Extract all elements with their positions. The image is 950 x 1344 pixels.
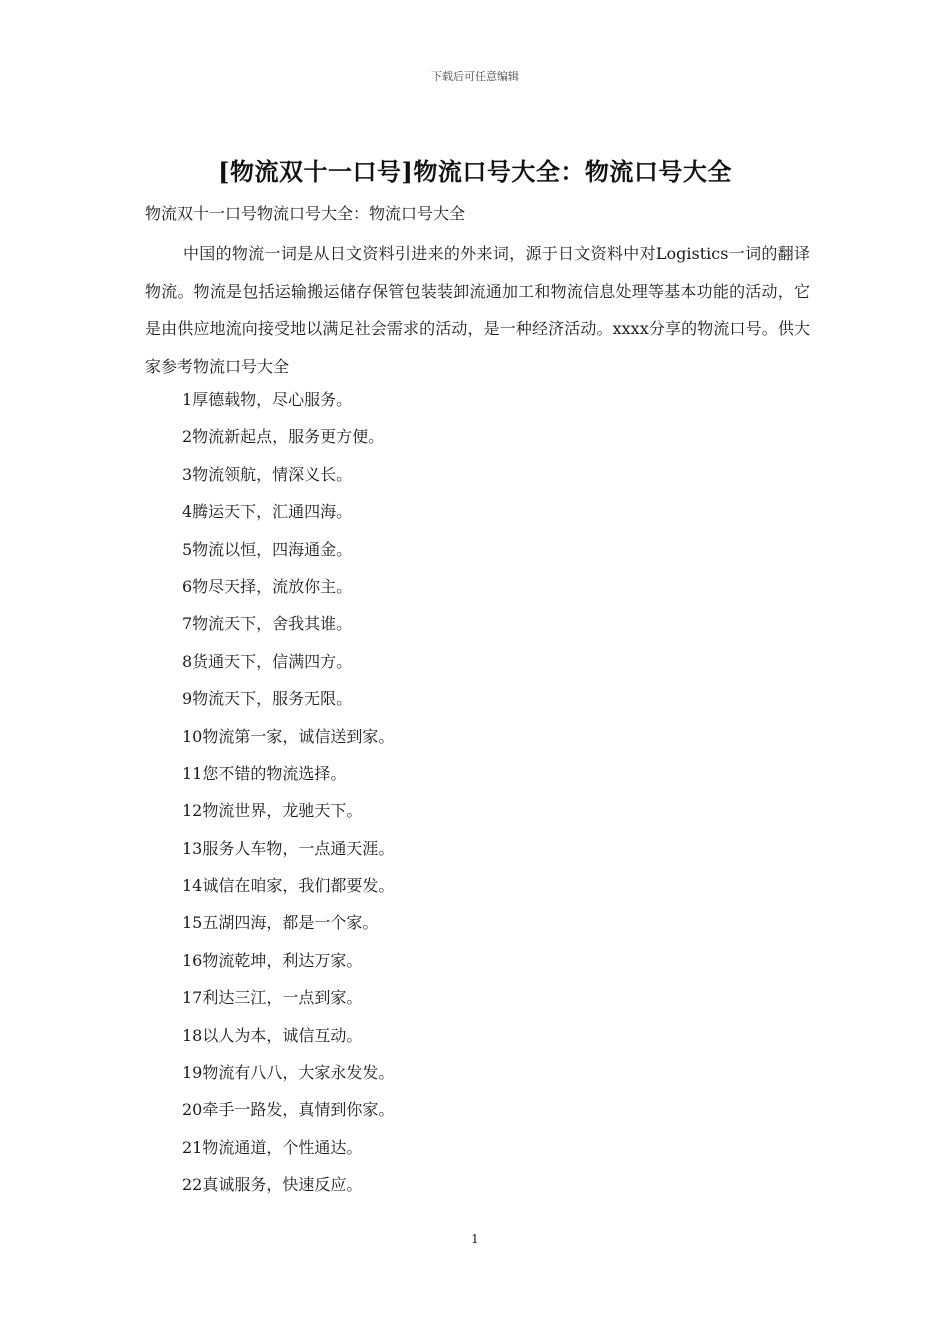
slogan-item: 15五湖四海，都是一个家。 — [182, 913, 379, 933]
slogan-item: 20牵手一路发，真情到你家。 — [182, 1100, 395, 1120]
slogan-item: 16物流乾坤，利达万家。 — [182, 950, 363, 970]
slogan-item: 6物尽天择，流放你主。 — [182, 576, 353, 596]
slogan-item: 1厚德载物，尽心服务。 — [182, 390, 353, 409]
slogan-item: 4腾运天下，汇通四海。 — [182, 502, 353, 522]
slogan-item: 13服务人车物，一点通天涯。 — [182, 838, 395, 858]
slogan-item: 14诚信在咱家，我们都要发。 — [182, 876, 395, 896]
document-title: [物流双十一口号]物流口号大全：物流口号大全 — [218, 157, 732, 186]
slogan-item: 3物流领航，情深义长。 — [182, 464, 353, 484]
slogan-item: 22真诚服务，快速反应。 — [182, 1175, 363, 1195]
slogan-item: 19物流有八八，大家永发发。 — [182, 1063, 395, 1083]
slogan-item: 7物流天下，舍我其谁。 — [182, 614, 353, 634]
slogan-list — [182, 381, 394, 1204]
slogan-item: 2物流新起点，服务更方便。 — [182, 427, 385, 447]
slogan-item: 9物流天下，服务无限。 — [182, 689, 353, 709]
slogan-item: 21物流通道，个性通达。 — [182, 1137, 363, 1157]
slogan-item: 12物流世界，龙驰天下。 — [182, 801, 363, 821]
slogan-item: 10物流第一家，诚信送到家。 — [182, 726, 395, 746]
header-note: 下载后可任意编辑 — [431, 70, 519, 83]
slogan-item: 17利达三江，一点到家。 — [182, 988, 363, 1008]
slogan-item: 11您不错的物流选择。 — [182, 763, 347, 783]
document-subtitle: 物流双十一口号物流口号大全：物流口号大全 — [145, 204, 466, 223]
slogan-item: 5物流以恒，四海通金。 — [182, 539, 353, 559]
slogan-item: 18以人为本，诚信互动。 — [182, 1025, 363, 1045]
slogan-item: 8货通天下，信满四方。 — [182, 651, 353, 671]
intro-paragraph: 中国的物流一词是从日文资料引进来的外来词，源于日文资料中对Logistics一词的翻译物流。物流是包括运输搬运储存保管包装装卸流通加工和物流信息处理等基本功能的活动，它是由供应地流向接受地以满足社会需求的活动，是一种经济活动。xxxx分享的物流口号。供大家参考物流口号大全 — [145, 244, 810, 376]
page-number: 1 — [471, 1232, 479, 1246]
